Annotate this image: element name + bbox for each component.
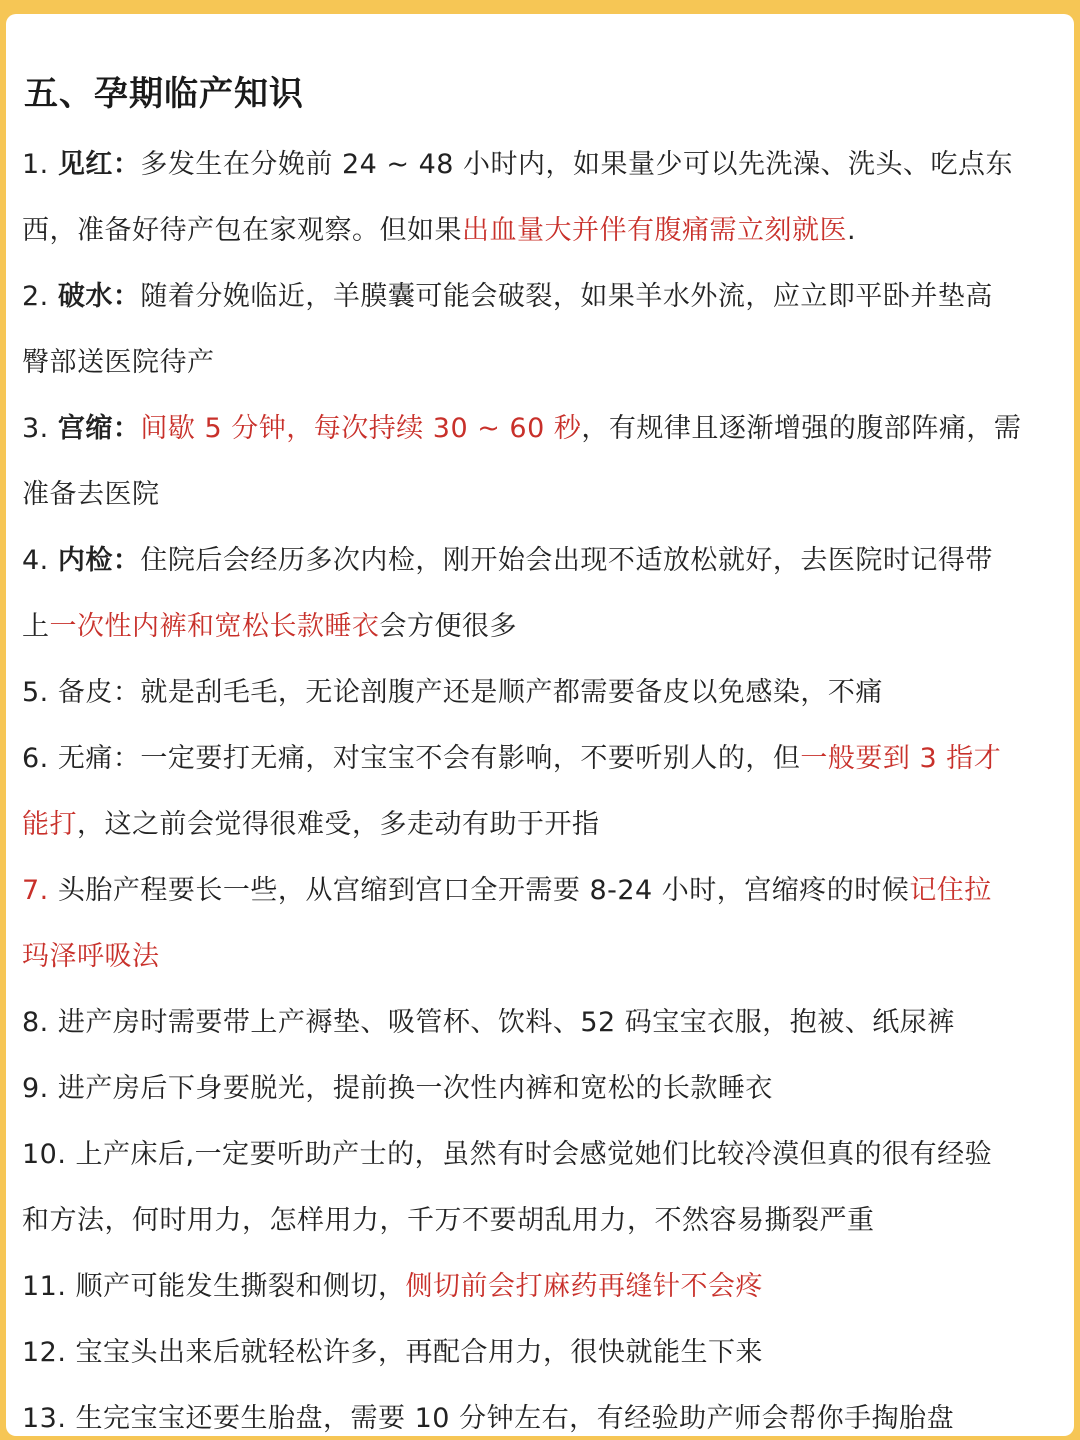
item-4-line-2 <box>22 604 517 643</box>
item-9-line-1 <box>22 1066 773 1105</box>
item-number: 12. <box>22 1337 67 1368</box>
item-highlight: 一般要到 3 指才 <box>800 743 1002 774</box>
item-label: 无痛： <box>57 743 141 774</box>
item-highlight: 间歇 5 分钟，每次持续 30 ~ 60 秒 <box>140 413 582 444</box>
item-2-line-1 <box>22 274 993 313</box>
item-label: 宫缩： <box>57 413 141 444</box>
item-number: 3. <box>22 413 49 444</box>
item-number: 6. <box>22 743 49 774</box>
item-number: 8. <box>22 1007 49 1038</box>
item-text: . <box>847 215 857 246</box>
item-number: 5. <box>22 677 49 708</box>
item-6-line-2 <box>22 802 600 841</box>
item-text: 进产房后下身要脱光，提前换一次性内裤和宽松的长款睡衣 <box>57 1073 773 1104</box>
item-number: 11. <box>22 1271 67 1302</box>
item-10-line-2 <box>22 1198 875 1237</box>
item-number: 1. <box>22 149 49 180</box>
item-3-line-2 <box>22 472 160 511</box>
item-text: 就是刮毛毛，无论剖腹产还是顺产都需要备皮以免感染，不痛 <box>140 677 883 708</box>
item-text: 会方便很多 <box>379 611 517 642</box>
item-label: 备皮： <box>57 677 141 708</box>
item-highlight: 能打 <box>22 809 77 840</box>
item-5-line-1 <box>22 670 883 709</box>
item-2-line-2 <box>22 340 215 379</box>
item-text: ，有规律且逐渐增强的腹部阵痛，需 <box>581 413 1022 444</box>
item-label: 破水： <box>57 281 141 312</box>
item-number: 13. <box>22 1403 67 1434</box>
item-label: 内检： <box>57 545 141 576</box>
item-13-line-1 <box>22 1396 954 1435</box>
item-text: 头胎产程要长一些，从宫缩到宫口全开需要 8-24 小时，宫缩疼的时候 <box>57 875 910 906</box>
item-text: 多发生在分娩前 24 ~ 48 小时内，如果量少可以先洗澡、洗头、吃点东 <box>140 149 1014 180</box>
item-text: 顺产可能发生撕裂和侧切， <box>75 1271 406 1302</box>
item-highlight: 出血量大并伴有腹痛需立刻就医 <box>462 215 847 246</box>
item-12-line-1 <box>22 1330 763 1369</box>
item-7-line-1 <box>22 868 992 907</box>
item-number: 2. <box>22 281 49 312</box>
item-text: 进产房时需要带上产褥垫、吸管杯、饮料、52 码宝宝衣服，抱被、纸尿裤 <box>57 1007 955 1038</box>
item-text: ，这之前会觉得很难受，多走动有助于开指 <box>77 809 600 840</box>
item-label: 见红： <box>57 149 141 180</box>
item-number: 9. <box>22 1073 49 1104</box>
item-text: 准备去医院 <box>22 479 160 510</box>
item-11-line-1 <box>22 1264 763 1303</box>
document-card <box>6 14 1074 1436</box>
item-highlight: 记住拉 <box>909 875 992 906</box>
item-3-line-1 <box>22 406 1021 445</box>
item-text: 西，准备好待产包在家观察。但如果 <box>22 215 462 246</box>
item-4-line-1 <box>22 538 993 577</box>
item-text: 住院后会经历多次内检，刚开始会出现不适放松就好，去医院时记得带 <box>140 545 993 576</box>
item-1-line-2 <box>22 208 856 247</box>
item-highlight: 侧切前会打麻药再缝针不会疼 <box>405 1271 764 1302</box>
item-7-line-2 <box>22 934 160 973</box>
item-highlight: 一次性内裤和宽松长款睡衣 <box>49 611 380 642</box>
item-highlight: 玛泽呼吸法 <box>22 941 160 972</box>
item-text: 臀部送医院待产 <box>22 347 215 378</box>
item-6-line-1 <box>22 736 1001 775</box>
item-text: 随着分娩临近，羊膜囊可能会破裂，如果羊水外流，应立即平卧并垫高 <box>140 281 993 312</box>
section-title: 五、孕期临产知识 <box>24 74 304 114</box>
item-number: 7. <box>22 875 49 906</box>
item-text: 和方法，何时用力，怎样用力，千万不要胡乱用力，不然容易撕裂严重 <box>22 1205 875 1236</box>
item-text: 上 <box>22 611 50 642</box>
item-10-line-1 <box>22 1132 992 1171</box>
item-8-line-1 <box>22 1000 955 1039</box>
item-number: 10. <box>22 1139 67 1170</box>
item-text: 上产床后,一定要听助产士的，虽然有时会感觉她们比较冷漠但真的很有经验 <box>75 1139 993 1170</box>
item-number: 4. <box>22 545 49 576</box>
item-text: 生完宝宝还要生胎盘，需要 10 分钟左右，有经验助产师会帮你手掏胎盘 <box>75 1403 955 1434</box>
item-text: 宝宝头出来后就轻松许多，再配合用力，很快就能生下来 <box>75 1337 764 1368</box>
item-1-line-1 <box>22 142 1013 181</box>
item-text: 一定要打无痛，对宝宝不会有影响，不要听别人的，但 <box>140 743 801 774</box>
